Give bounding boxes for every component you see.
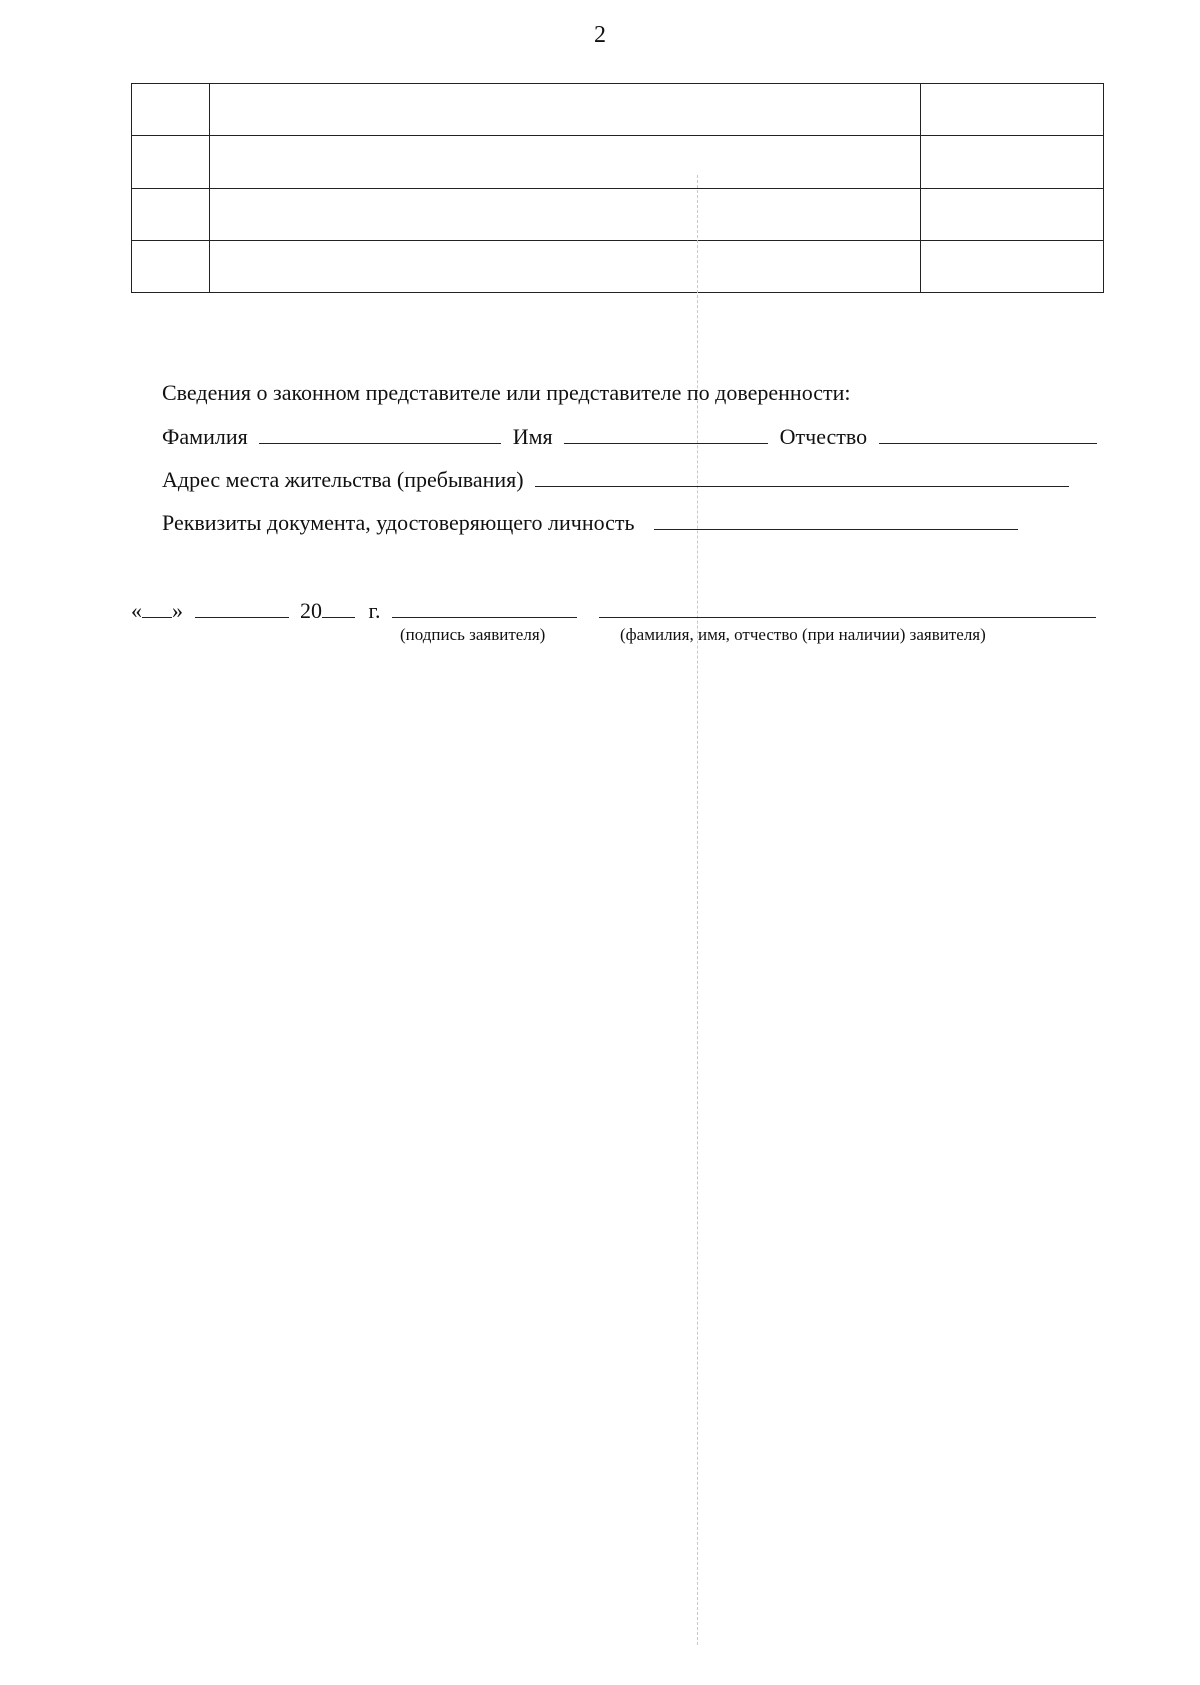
table-cell-number[interactable] [132, 84, 210, 136]
month-field[interactable] [195, 597, 289, 618]
table-cell-number[interactable] [132, 240, 210, 292]
document-row [162, 509, 1018, 536]
representative-name-row [162, 423, 1097, 450]
address-row [162, 466, 1069, 493]
surname-field[interactable] [259, 423, 501, 444]
page-number: 2 [594, 22, 606, 48]
patronymic-label: Отчество [779, 424, 868, 449]
signature-row [131, 597, 1096, 624]
table-cell-value[interactable] [921, 240, 1104, 292]
address-field[interactable] [535, 466, 1069, 487]
open-quote: « [131, 598, 142, 623]
document-label: Реквизиты документа, удостоверяющего личность [162, 510, 635, 535]
close-quote: » [172, 598, 183, 623]
year-field[interactable] [322, 597, 355, 618]
applicant-fio-field[interactable] [599, 597, 1096, 618]
address-label: Адрес места жительства (пребывания) [162, 467, 524, 492]
table-cell-number[interactable] [132, 188, 210, 240]
fio-caption: (фамилия, имя, отчество (при наличии) заявителя) [620, 625, 986, 644]
table-row [132, 84, 1104, 136]
table-cell-text[interactable] [209, 240, 921, 292]
name-field[interactable] [564, 423, 768, 444]
patronymic-field[interactable] [879, 423, 1097, 444]
document-field[interactable] [654, 509, 1018, 530]
table-cell-value[interactable] [921, 188, 1104, 240]
table-row [132, 240, 1104, 292]
year-suffix: г. [368, 598, 381, 623]
year-prefix: 20 [300, 598, 322, 623]
table-cell-text[interactable] [209, 84, 921, 136]
table-cell-number[interactable] [132, 136, 210, 188]
table-cell-value[interactable] [921, 136, 1104, 188]
table-cell-value[interactable] [921, 84, 1104, 136]
table-row [132, 188, 1104, 240]
signature-caption: (подпись заявителя) [400, 625, 546, 644]
table-cell-text[interactable] [209, 188, 921, 240]
name-label: Имя [512, 424, 553, 449]
representative-heading: Сведения о законном представителе или представителе по доверенности: [162, 380, 851, 405]
table-row [132, 136, 1104, 188]
table-cell-text[interactable] [209, 136, 921, 188]
day-field[interactable] [142, 597, 172, 618]
surname-label: Фамилия [162, 424, 248, 449]
signature-field[interactable] [392, 597, 577, 618]
blank-table [131, 83, 1104, 293]
